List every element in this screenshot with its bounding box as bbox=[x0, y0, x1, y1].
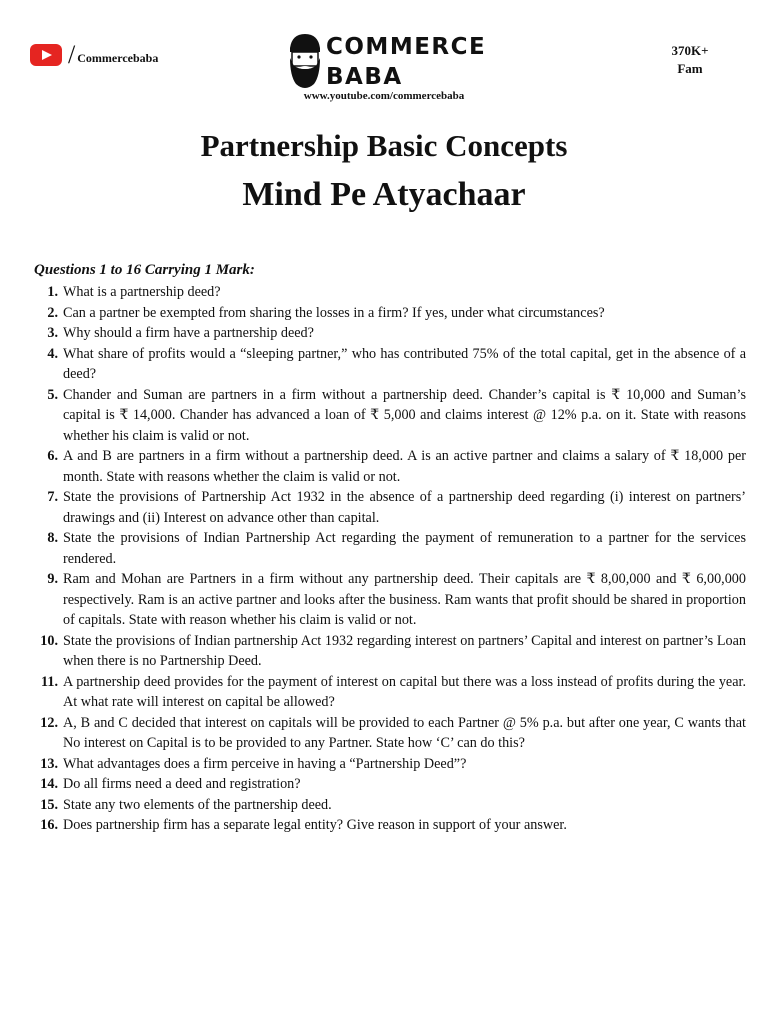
question-number: 16. bbox=[40, 817, 58, 833]
fam-label: Fam bbox=[677, 61, 703, 76]
question-number: 4. bbox=[47, 345, 58, 362]
fam-counter bbox=[655, 42, 725, 78]
question-item bbox=[28, 569, 746, 631]
section-heading: Questions 1 to 16 Carrying 1 Mark: bbox=[34, 262, 255, 278]
fam-count: 370K+ bbox=[671, 43, 709, 58]
page-subtitle: Mind Pe Atyachaar bbox=[242, 176, 526, 213]
question-item bbox=[28, 713, 746, 754]
question-item bbox=[28, 631, 746, 672]
question-list bbox=[28, 282, 746, 836]
question-text: Why should a firm have a partnership deed? bbox=[63, 325, 314, 341]
question-number: 11. bbox=[41, 673, 58, 690]
question-item bbox=[28, 344, 746, 385]
question-item bbox=[28, 795, 746, 816]
question-text: State the provisions of Partnership Act 1932 in the absence of a partnership deed regarding (i) interest on partners’ drawings and (ii) Interest on advance other than capital. bbox=[63, 489, 746, 526]
question-text: Ram and Mohan are Partners in a firm without any partnership deed. Their capitals are ₹ 8,00,000 and ₹ 6,00,000 respectively. Ram is an active partner and looks after the business. Ram wants that profit should be shared in proportion of capitals. State with reason whether his claim is valid or not. bbox=[63, 571, 746, 628]
question-number: 14. bbox=[40, 776, 58, 792]
brand-url: www.youtube.com/commercebaba bbox=[303, 90, 465, 102]
question-item bbox=[28, 754, 746, 775]
question-number: 5. bbox=[47, 386, 58, 403]
question-text: Does partnership firm has a separate legal entity? Give reason in support of your answer. bbox=[63, 817, 567, 833]
question-number: 9. bbox=[47, 571, 58, 587]
brand-logo bbox=[282, 32, 502, 94]
question-item bbox=[28, 815, 746, 836]
question-item bbox=[28, 672, 746, 713]
page-title: Partnership Basic Concepts bbox=[200, 128, 568, 163]
brand-name-line2: BABA bbox=[326, 64, 403, 90]
question-item bbox=[28, 528, 746, 569]
question-text: Chander and Suman are partners in a firm without a partnership deed. Chander’s capital is ₹ 10,000 and Suman’s capital is ₹ 14,000. Chander has advanced a loan of ₹ 5,000 and claims interest @ 12% p.a. on it. State with reasons whether his claim is valid or not. bbox=[63, 386, 746, 444]
question-item bbox=[28, 487, 746, 528]
question-text: A, B and C decided that interest on capitals will be provided to each Partner @ 5% p.a. but after one year, C wants that No interest on Capital is to be provided to any Partner. State how ‘C’ can do this? bbox=[63, 714, 746, 751]
question-item bbox=[28, 385, 746, 447]
question-text: A and B are partners in a firm without a partnership deed. A is an active partner and claims a salary of ₹ 18,000 per month. State with reasons whether the claim is valid or not. bbox=[63, 448, 746, 485]
question-text: A partnership deed provides for the payment of interest on capital but there was a loss instead of profits during the year. At what rate will interest on capital be allowed? bbox=[63, 673, 746, 710]
slash-separator: / bbox=[68, 40, 76, 69]
question-text: Can a partner be exempted from sharing the losses in a firm? If yes, under what circumstances? bbox=[63, 304, 605, 321]
youtube-icon bbox=[30, 44, 62, 66]
question-number: 6. bbox=[47, 448, 58, 464]
question-number: 2. bbox=[47, 304, 58, 321]
question-text: State the provisions of Indian Partnership Act regarding the payment of remuneration to a partner for the services rendered. bbox=[63, 530, 746, 567]
question-text: Do all firms need a deed and registration? bbox=[63, 776, 301, 792]
question-number: 3. bbox=[47, 325, 58, 341]
brand-name-line1: COMMERCE bbox=[326, 34, 487, 60]
question-text: What advantages does a firm perceive in having a “Partnership Deed”? bbox=[63, 755, 467, 772]
question-text: State the provisions of Indian partnership Act 1932 regarding interest on partners’ Capital and interest on partner’s Loan when there is no Partnership Deed. bbox=[63, 632, 746, 669]
question-number: 8. bbox=[47, 530, 58, 546]
question-item bbox=[28, 446, 746, 487]
question-number: 15. bbox=[40, 796, 58, 813]
question-text: State any two elements of the partnership deed. bbox=[63, 796, 332, 813]
question-item bbox=[28, 282, 746, 303]
question-number: 10. bbox=[40, 632, 58, 649]
channel-handle: Commercebaba bbox=[77, 51, 159, 65]
question-number: 1. bbox=[47, 284, 58, 300]
question-text: What share of profits would a “sleeping partner,” who has contributed 75% of the total capital, get in the absence of a deed? bbox=[63, 345, 746, 382]
question-item bbox=[28, 303, 746, 324]
question-item bbox=[28, 774, 746, 795]
question-text: What is a partnership deed? bbox=[63, 284, 221, 300]
bearded-face-logo-icon bbox=[284, 32, 326, 92]
youtube-channel-tag bbox=[30, 40, 159, 69]
question-item bbox=[28, 323, 746, 344]
page-header bbox=[0, 0, 768, 112]
question-number: 13. bbox=[40, 755, 58, 772]
question-number: 12. bbox=[40, 714, 58, 731]
question-number: 7. bbox=[47, 489, 58, 505]
